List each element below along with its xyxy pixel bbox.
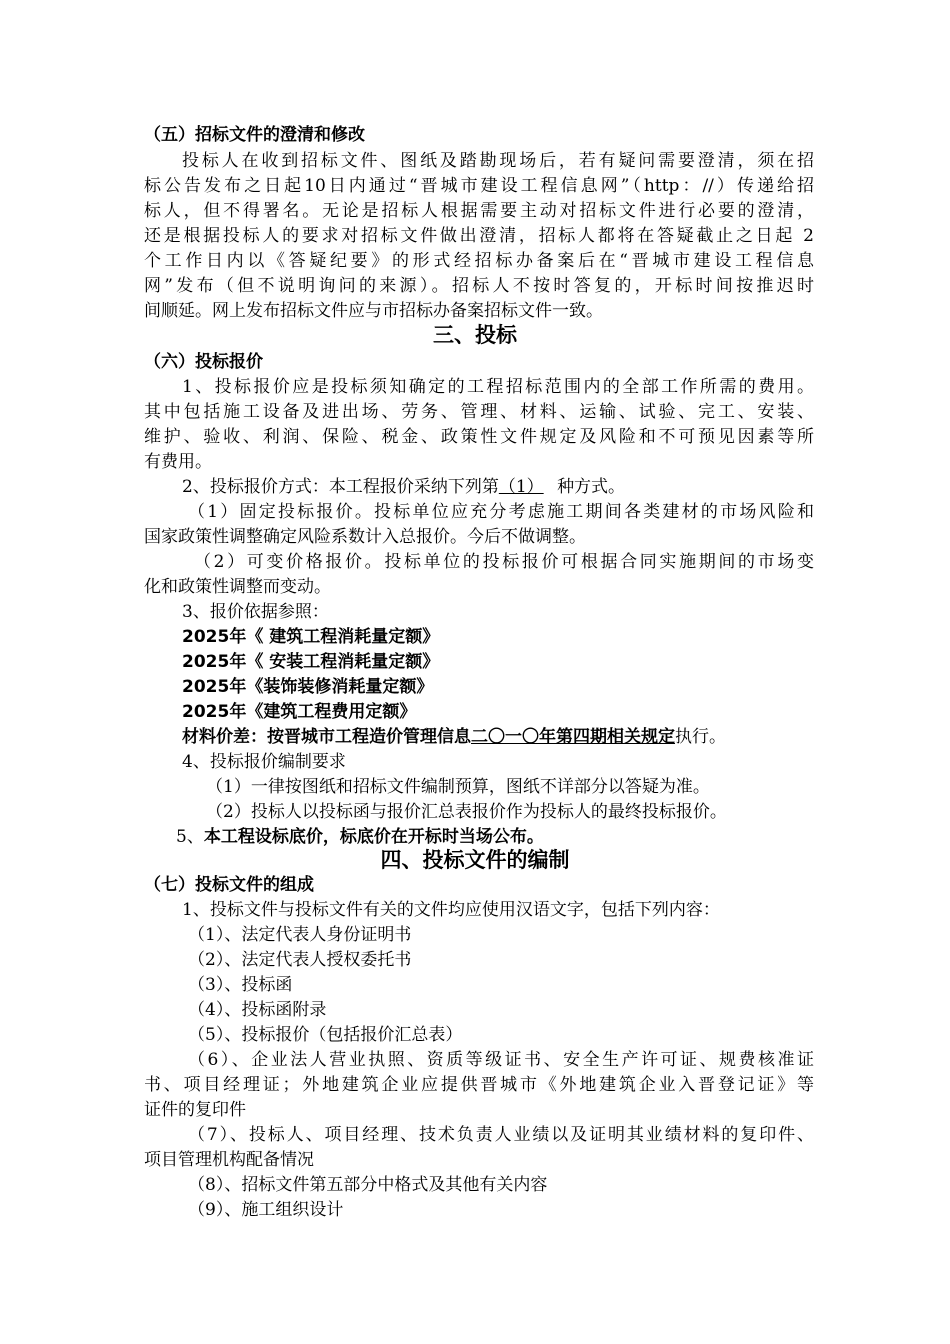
list-item: （9）、施工组织设计 <box>188 1200 344 1220</box>
material-prefix: 材料价差：按晋城市工程造价管理信息 <box>182 727 471 747</box>
paragraph-line: 其中包括施工设备及进出场、劳务、管理、材料、运输、试验、完工、安装、 <box>144 402 814 422</box>
material-suffix: 执行。 <box>675 727 726 747</box>
list-item: （5）、投标报价（包括报价汇总表） <box>188 1025 463 1045</box>
pricing-method-prefix: 2、投标报价方式：本工程报价采纳下列第 <box>182 477 499 497</box>
paragraph-line: （1）固定投标报价。投标单位应充分考虑施工期间各类建材的市场风险和 <box>188 502 814 522</box>
paragraph-line: 投标人在收到招标文件、图纸及踏勘现场后，若有疑问需要澄清，须在招 <box>182 151 814 171</box>
material-underlined: 二〇一〇年第四期相关规定 <box>471 727 675 747</box>
list-item: （4）、投标函附录 <box>188 1000 327 1020</box>
list-item-continued: 证件的复印件 <box>144 1100 246 1120</box>
list-item-continued: 项目管理机构配备情况 <box>144 1150 314 1170</box>
chapter-title: 四、投标文件的编制 <box>380 848 570 872</box>
paragraph-line: 标公告发布之日起10日内通过“晋城市建设工程信息网”（http：//）传递给招 <box>144 176 814 196</box>
list-item-continued: 书、项目经理证；外地建筑企业应提供晋城市《外地建筑企业入晋登记证》等 <box>144 1075 814 1095</box>
paragraph-line: 间顺延。网上发布招标文件应与市招标办备案招标文件一致。 <box>144 301 603 321</box>
pricing-method-line <box>182 475 852 499</box>
paragraph-line: 1、投标报价应是投标须知确定的工程招标范围内的全部工作所需的费用。 <box>182 377 814 397</box>
paragraph-line: 标人，但不得署名。无论是招标人根据需要主动对招标文件进行必要的澄清， <box>144 201 814 221</box>
section-heading-7: （七）投标文件的组成 <box>144 875 314 895</box>
quota-item: 2025年《建筑工程费用定额》 <box>182 702 417 722</box>
pricing-method-suffix: 种方式。 <box>557 477 626 497</box>
quota-item: 2025年《 建筑工程消耗量定额》 <box>182 627 440 647</box>
list-item: （6）、企业法人营业执照、资质等级证书、安全生产许可证、规费核准证 <box>188 1050 814 1070</box>
paragraph-line: 化和政策性调整而变动。 <box>144 577 331 597</box>
paragraph-line: 网”发布（但不说明询问的来源）。招标人不按时答复的，开标时间按推迟时 <box>144 276 814 296</box>
quota-item: 2025年《装饰装修消耗量定额》 <box>182 677 434 697</box>
base-price-num: 5、 <box>176 827 204 847</box>
paragraph-line: 个工作日内以《答疑纪要》的形式经招标办备案后在“晋城市建设工程信息 <box>144 251 814 271</box>
paragraph-line: 国家政策性调整确定风险系数计入总报价。今后不做调整。 <box>144 527 586 547</box>
list-item: （8）、招标文件第五部分中格式及其他有关内容 <box>188 1175 548 1195</box>
paragraph-line: 维护、验收、利润、保险、税金、政策性文件规定及风险和不可预见因素等所 <box>144 427 814 447</box>
paragraph-line: （2）可变价格报价。投标单位的投标报价可根据合同实施期间的市场变 <box>194 552 814 572</box>
pricing-method-choice: （1） <box>498 477 544 497</box>
requirement-item: （2）投标人以投标函与报价汇总表报价作为投标人的最终投标报价。 <box>206 802 727 822</box>
paragraph-line: 有费用。 <box>144 452 212 472</box>
list-item: （7）、投标人、项目经理、技术负责人业绩以及证明其业绩材料的复印件、 <box>188 1125 814 1145</box>
base-price-text: 本工程设标底价，标底价在开标时当场公布。 <box>203 827 544 847</box>
material-price-line <box>182 725 852 749</box>
requirement-item: （1）一律按图纸和招标文件编制预算，图纸不详部分以答疑为准。 <box>206 777 710 797</box>
quota-item: 2025年《 安装工程消耗量定额》 <box>182 652 440 672</box>
compilation-requirements: 4、投标报价编制要求 <box>182 752 346 772</box>
list-item: （1）、法定代表人身份证明书 <box>188 925 412 945</box>
list-item: （3）、投标函 <box>188 975 293 995</box>
list-item: （2）、法定代表人授权委托书 <box>188 950 412 970</box>
pricing-basis-label: 3、报价依据参照： <box>182 602 329 622</box>
paragraph-line: 还是根据投标人的要求对招标文件做出澄清，招标人都将在答疑截止之日起 2 <box>144 226 814 246</box>
paragraph-line: 1、投标文件与投标文件有关的文件均应使用汉语文字，包括下列内容： <box>182 900 720 920</box>
section-heading-6: （六）投标报价 <box>144 352 263 372</box>
chapter-title: 三、投标 <box>433 323 517 347</box>
section-heading-5: （五）招标文件的澄清和修改 <box>144 125 365 145</box>
